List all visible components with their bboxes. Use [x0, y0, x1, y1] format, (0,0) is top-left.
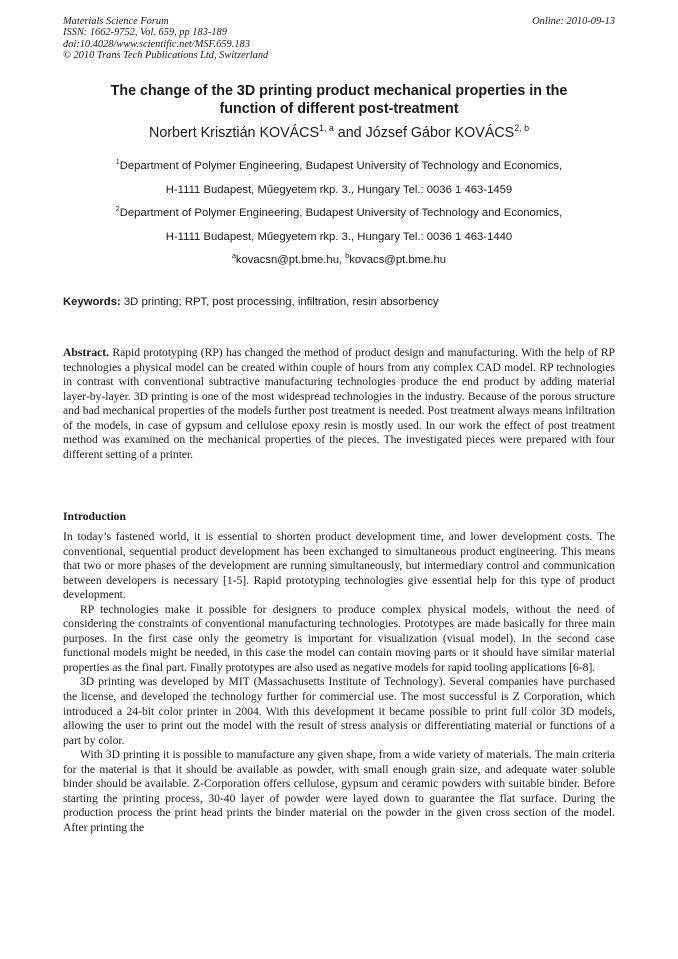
affiliation-2-line-2: H-1111 Budapest, Műegyetem rkp. 3., Hungary Tel.: 0036 1 463-1440: [165, 230, 513, 243]
running-header: [63, 16, 615, 61]
abstract: [63, 346, 615, 462]
author-1: Norbert Krisztián KOVÁCS: [149, 125, 320, 141]
affiliation-1-sup: 1: [115, 159, 120, 167]
email-b[interactable]: kovacs@pt.bme.hu: [349, 254, 447, 267]
keywords: [63, 295, 615, 310]
intro-paragraph-2: RP technologies make it possible for designers to produce complex physical models, without the need of considering the constraints of conventional manufacturing technologies. Prototypes are made basically for three main purposes. In the first case only the geometry is important for visualization (visual model). In the second case functional models might be needed, in this case the model can contain moving parts or it should have similar material properties as the final part. Finally prototypes are also used as negative models for rapid tooling applications [6-8].: [63, 602, 615, 674]
affiliation-1-text: Department of Polymer Engineering, Budapest University of Technology and Economics,: [119, 160, 563, 172]
introduction-heading: Introduction: [63, 510, 126, 523]
abstract-text: Rapid prototyping (RP) has changed the method of product design and manufacturing. With the help of RP technologies a physical model can be created within couple of hours from any complex CAD model. RP technologies in contrast with conventional subtractive manufacturing technologies produce the end product by adding material layer-by-layer. 3D printing is one of the most widespread technologies in the industry. Because of the porous structure and bad mechanical properties of the models further post treatment is needed. Post treatment always means infiltration of the models, in case of gypsum and cellulose epoxy resin is mostly used. In our work the effect of post treatment method was examined on the mechanical properties of the pieces. The investigated pieces were prepared with four different setting of a printer.: [63, 346, 615, 461]
abstract-label: Abstract.: [63, 346, 110, 359]
affiliation-2-line-1: [60, 202, 618, 226]
introduction-body: [63, 530, 615, 835]
copyright-line: © 2010 Trans Tech Publications Ltd, Switzerland: [63, 49, 269, 61]
author-line: [60, 124, 618, 142]
title-line-2: function of different post-treatment: [219, 101, 459, 117]
paper-title: [60, 82, 618, 118]
intro-paragraph-4: With 3D printing it is possible to manufacture any given shape, from a wide variety of materials. The main criteria for the material is that it should be available as powder, with small enough grain size, and adequate water soluble binder should be available. Z-Corporation offers cellulose, gypsum and ceramic powders with suitable binder. Before starting the printing process, 30-40 layer of powder were layed down to guarantee the flat surface. During the production process the print head prints the binder material on the powder in the given cross section of the model. After printing the: [63, 748, 615, 834]
author-conjunction: and: [333, 125, 366, 141]
affiliations: [60, 155, 618, 273]
affiliation-2-text: Department of Polymer Engineering, Budapest University of Technology and Economics,: [119, 207, 563, 220]
email-b-sup: b: [345, 253, 350, 261]
affiliation-2-sup: 2: [115, 206, 120, 214]
title-line-1: The change of the 3D printing product mechanical properties in the: [110, 83, 568, 99]
keywords-label: Keywords:: [63, 296, 121, 308]
email-line: [60, 249, 618, 273]
intro-paragraph-1: In today’s fastened world, it is essential to shorten product development time, and lower development costs. The conventional, sequential product development has been exchanged to simultaneous product engineering. This means that two or more phases of the development are running simultaneously, but intermediary control and communication between developers is necessary [1-5]. Rapid prototyping technologies give essential help for this type of product development.: [63, 530, 615, 602]
author-2: József Gábor KOVÁCS: [365, 125, 515, 141]
author-2-sup: 2, b: [514, 123, 529, 134]
email-a[interactable]: kovacsn@pt.bme.hu,: [235, 254, 346, 267]
journal-name: Materials Science Forum: [63, 16, 169, 27]
issn-line: ISSN: 1662-9752, Vol. 659, pp 183-189: [63, 27, 227, 39]
online-date: Online: 2010-09-13: [532, 16, 615, 27]
keywords-text: 3D printing; RPT, post processing, infiltration, resin absorbency: [120, 296, 439, 308]
doi-line: doi:10.4028/www.scientific.net/MSF.659.183: [63, 38, 250, 50]
intro-paragraph-3: 3D printing was developed by MIT (Massachusetts Institute of Technology). Several companies have purchased the license, and developed the technology further for commercial use. The most successful is Z Corporation, which introduced a 24-bit color printer in 2004. With this development it became possible to print full color 3D models, allowing the user to print out the model with the result of stress analysis or differentiating material or functions of a part by color.: [63, 675, 615, 747]
author-1-sup: 1, a: [319, 123, 334, 134]
affiliation-1-line-1: [60, 155, 618, 179]
email-a-sup: a: [231, 253, 236, 261]
affiliation-1-line-2: H-1111 Budapest, Műegyetem rkp. 3., Hungary Tel.: 0036 1 463-1459: [165, 183, 513, 196]
